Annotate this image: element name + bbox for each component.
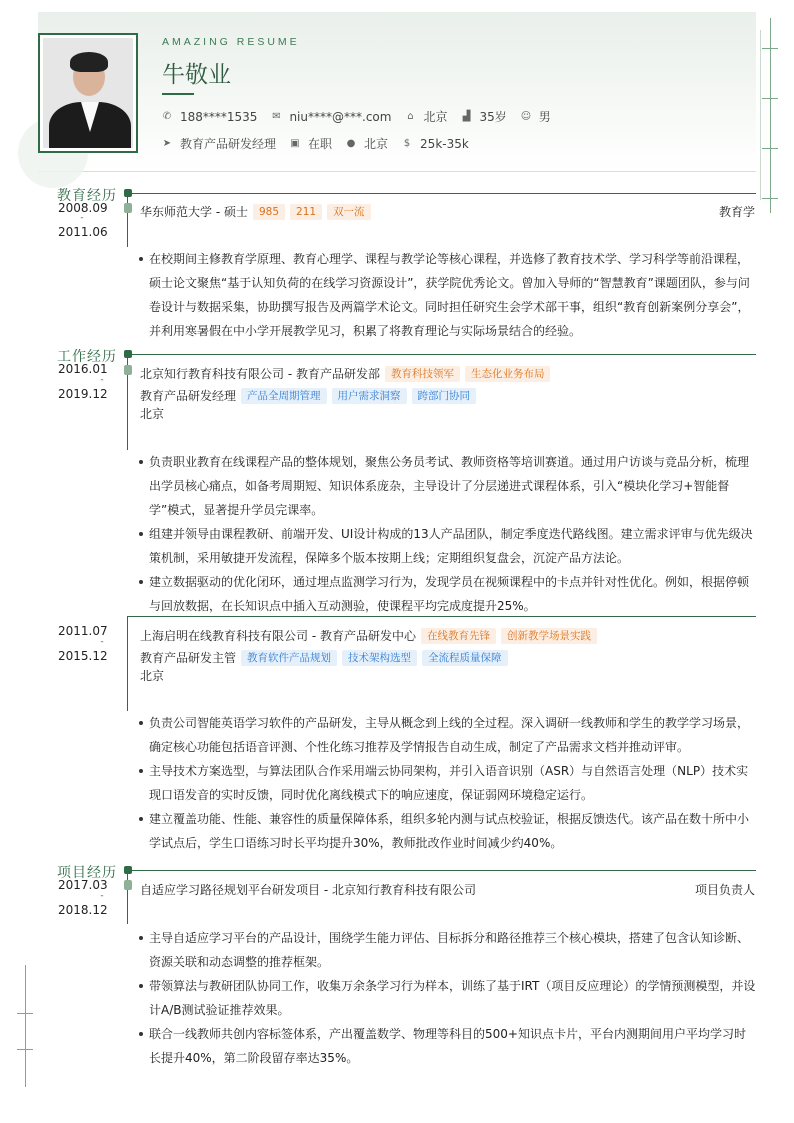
expected-salary: 25k-35k bbox=[420, 136, 469, 151]
decorative-line bbox=[760, 30, 761, 200]
list-item: 负责公司智能英语学习软件的产品研发，主导从概念到上线的全过程。深入调研一线教师和学生的教学学习场景，确定核心功能包括语音评测、个性化练习推荐及学情报告自动生成，制定了产品需求文档并推动评审。 bbox=[139, 711, 757, 759]
briefcase-icon: ▣ bbox=[290, 137, 300, 149]
start-date: 2017.03 bbox=[58, 878, 108, 892]
major: 教育学 bbox=[718, 205, 755, 219]
list-item: 主导技术方案选型，与算法团队合作采用端云协同架构，并引入语音识别（ASR）与自然语言处理（NLP）技术实现口语发音的实时反馈，同时优化离线模式下的响应速度，保证弱网环境稳定运行。 bbox=[139, 759, 757, 807]
list-item: 建立覆盖功能、性能、兼容性的质量保障体系，组织多轮内测与试点校验证，根据反馈迭代。该产品在数十所中小学试点后，学生口语练习时长平均提升30%，教师批改作业时间减少约40%。 bbox=[139, 807, 757, 855]
company-tag: 创新教学场景实践 bbox=[501, 628, 597, 644]
end-date: 2018.12 bbox=[58, 903, 108, 917]
decorative-tick bbox=[17, 1013, 33, 1014]
project-role: 项目负责人 bbox=[694, 883, 755, 897]
cake-icon: ▟ bbox=[462, 110, 471, 122]
resume-subtitle: AMAZING RESUME bbox=[162, 36, 300, 48]
mail-icon: ✉ bbox=[272, 110, 281, 122]
avatar bbox=[43, 38, 133, 148]
decorative-tick bbox=[762, 198, 778, 199]
company-name: 北京知行教育科技有限公司 - 教育产品研发部 bbox=[140, 367, 380, 381]
send-icon: ➤ bbox=[162, 137, 172, 149]
education-details bbox=[139, 247, 757, 343]
target-city: 北京 bbox=[364, 137, 389, 151]
skill-tag: 技术架构选型 bbox=[342, 650, 417, 666]
name-underline bbox=[162, 93, 194, 95]
position-title: 教育产品研发主管 bbox=[140, 651, 237, 665]
school-name: 华东师范大学 - 硕士 bbox=[140, 205, 248, 219]
list-item: 主导自适应学习平台的产品设计，围绕学生能力评估、目标拆分和路径推荐三个核心模块，搭建了包含认知诊断、资源关联和动态调整的推荐框架。 bbox=[139, 926, 757, 974]
job-status: 在职 bbox=[308, 137, 333, 151]
timeline-line bbox=[127, 616, 128, 711]
home-icon: ⌂ bbox=[407, 110, 414, 122]
company-line bbox=[140, 365, 550, 382]
money-icon: $ bbox=[403, 137, 411, 149]
date-separator: - bbox=[80, 213, 84, 223]
entry-divider bbox=[128, 616, 756, 617]
projects-section-title: 项目经历 bbox=[57, 865, 117, 881]
location-icon: ● bbox=[346, 137, 356, 149]
timeline-marker bbox=[124, 880, 132, 890]
decorative-tick bbox=[17, 1049, 33, 1050]
start-date: 2008.09 bbox=[58, 201, 108, 215]
skill-tag: 用户需求洞察 bbox=[332, 388, 407, 404]
list-item: 组建并领导由课程教研、前端开发、UI设计构成的13人产品团队，制定季度迭代路线图。建立需求评审与优先级决策机制，采用敏捷开发流程，保障多个版本按期上线；定期组织复盘会，沉淀产品方法论。 bbox=[139, 522, 757, 570]
target-job: 教育产品研发经理 bbox=[180, 137, 277, 151]
company-name: 上海启明在线教育科技有限公司 - 教育产品研发中心 bbox=[140, 629, 416, 643]
age: 35岁 bbox=[479, 110, 507, 124]
position-title: 教育产品研发经理 bbox=[140, 389, 237, 403]
position-line bbox=[140, 649, 508, 666]
email-address: niu****@***.com bbox=[289, 109, 392, 124]
phone-icon: ✆ bbox=[162, 110, 172, 122]
work-details bbox=[139, 450, 757, 618]
profile-photo bbox=[38, 33, 138, 153]
school-line bbox=[140, 203, 371, 220]
work-section-title: 工作经历 bbox=[57, 349, 117, 365]
city: 北京 bbox=[423, 110, 448, 124]
candidate-name: 牛敬业 bbox=[162, 62, 231, 88]
work-location: 北京 bbox=[140, 669, 165, 683]
job-intent-row bbox=[162, 135, 483, 152]
work-details bbox=[139, 711, 757, 855]
start-date: 2016.01 bbox=[58, 362, 108, 376]
decorative-tick bbox=[762, 148, 778, 149]
list-item: 在校期间主修教育学原理、教育心理学、课程与教学论等核心课程，并选修了教育技术学、学习科学等前沿课程，硕士论文聚焦“基于认知负荷的在线学习资源设计”，获学院优秀论文。曾加入导师的“智慧教育”课题团队，参与问卷设计与数据采集，协助撰写报告及两篇学术论文。同时担任研究生会学术部干事，组织“教育创新案例分享会”，并利用寒暑假在中小学开展教学见习，积累了将教育理论与实际场景结合的经验。 bbox=[139, 247, 757, 343]
end-date: 2011.06 bbox=[58, 225, 108, 239]
date-separator: - bbox=[100, 891, 104, 901]
position-line bbox=[140, 387, 476, 404]
section-divider bbox=[128, 193, 756, 194]
end-date: 2019.12 bbox=[58, 387, 108, 401]
skill-tag: 跨部门协同 bbox=[412, 388, 477, 404]
start-date: 2011.07 bbox=[58, 624, 108, 638]
list-item: 联合一线教师共创内容标签体系，产出覆盖数学、物理等科目的500+知识点卡片，平台内测期间用户平均学习时长提升40%，第二阶段留存率达35%。 bbox=[139, 1022, 757, 1070]
list-item: 带领算法与教研团队协同工作，收集万余条学习行为样本，训练了基于IRT（项目反应理论）的学情预测模型，并设计A/B测试验证推荐效果。 bbox=[139, 974, 757, 1022]
company-tag: 生态化业务布局 bbox=[465, 366, 551, 382]
phone-number: 188****1535 bbox=[180, 109, 258, 124]
school-tag: 双一流 bbox=[327, 204, 371, 220]
company-line bbox=[140, 627, 597, 644]
gender-icon: ☺ bbox=[520, 110, 532, 122]
contact-info-row bbox=[162, 108, 565, 125]
decorative-tick bbox=[762, 98, 778, 99]
company-tag: 在线教育先锋 bbox=[421, 628, 496, 644]
list-item: 负责职业教育在线课程产品的整体规划，聚焦公务员考试、教师资格等培训赛道。通过用户访谈与竞品分析，梳理出学员核心痛点，如备考周期短、知识体系庞杂，主导设计了分层递进式课程体系，引入“模块化学习+智能督学”模式，显著提升学员完课率。 bbox=[139, 450, 757, 522]
timeline-marker bbox=[124, 203, 132, 213]
end-date: 2015.12 bbox=[58, 649, 108, 663]
section-divider bbox=[128, 354, 756, 355]
timeline-marker bbox=[124, 365, 132, 375]
project-details bbox=[139, 926, 757, 1070]
project-name: 自适应学习路径规划平台研发项目 - 北京知行教育科技有限公司 bbox=[140, 883, 476, 897]
date-separator: - bbox=[100, 637, 104, 647]
list-item: 建立数据驱动的优化闭环，通过埋点监测学习行为，发现学员在视频课程中的卡点并针对性优化。例如，根据停顿与回放数据，在长知识点中插入互动测验，使课程平均完成度提升25%。 bbox=[139, 570, 757, 618]
company-tag: 教育科技领军 bbox=[385, 366, 460, 382]
education-section-title: 教育经历 bbox=[57, 188, 117, 204]
work-location: 北京 bbox=[140, 407, 165, 421]
skill-tag: 全流程质量保障 bbox=[422, 650, 508, 666]
skill-tag: 产品全周期管理 bbox=[241, 388, 327, 404]
skill-tag: 教育软件产品规划 bbox=[241, 650, 337, 666]
decorative-tick bbox=[762, 48, 778, 49]
gender: 男 bbox=[538, 110, 551, 124]
school-tag: 985 bbox=[253, 204, 285, 220]
school-tag: 211 bbox=[290, 204, 322, 220]
section-divider bbox=[128, 870, 756, 871]
decorative-line bbox=[25, 965, 26, 1087]
date-separator: - bbox=[100, 375, 104, 385]
